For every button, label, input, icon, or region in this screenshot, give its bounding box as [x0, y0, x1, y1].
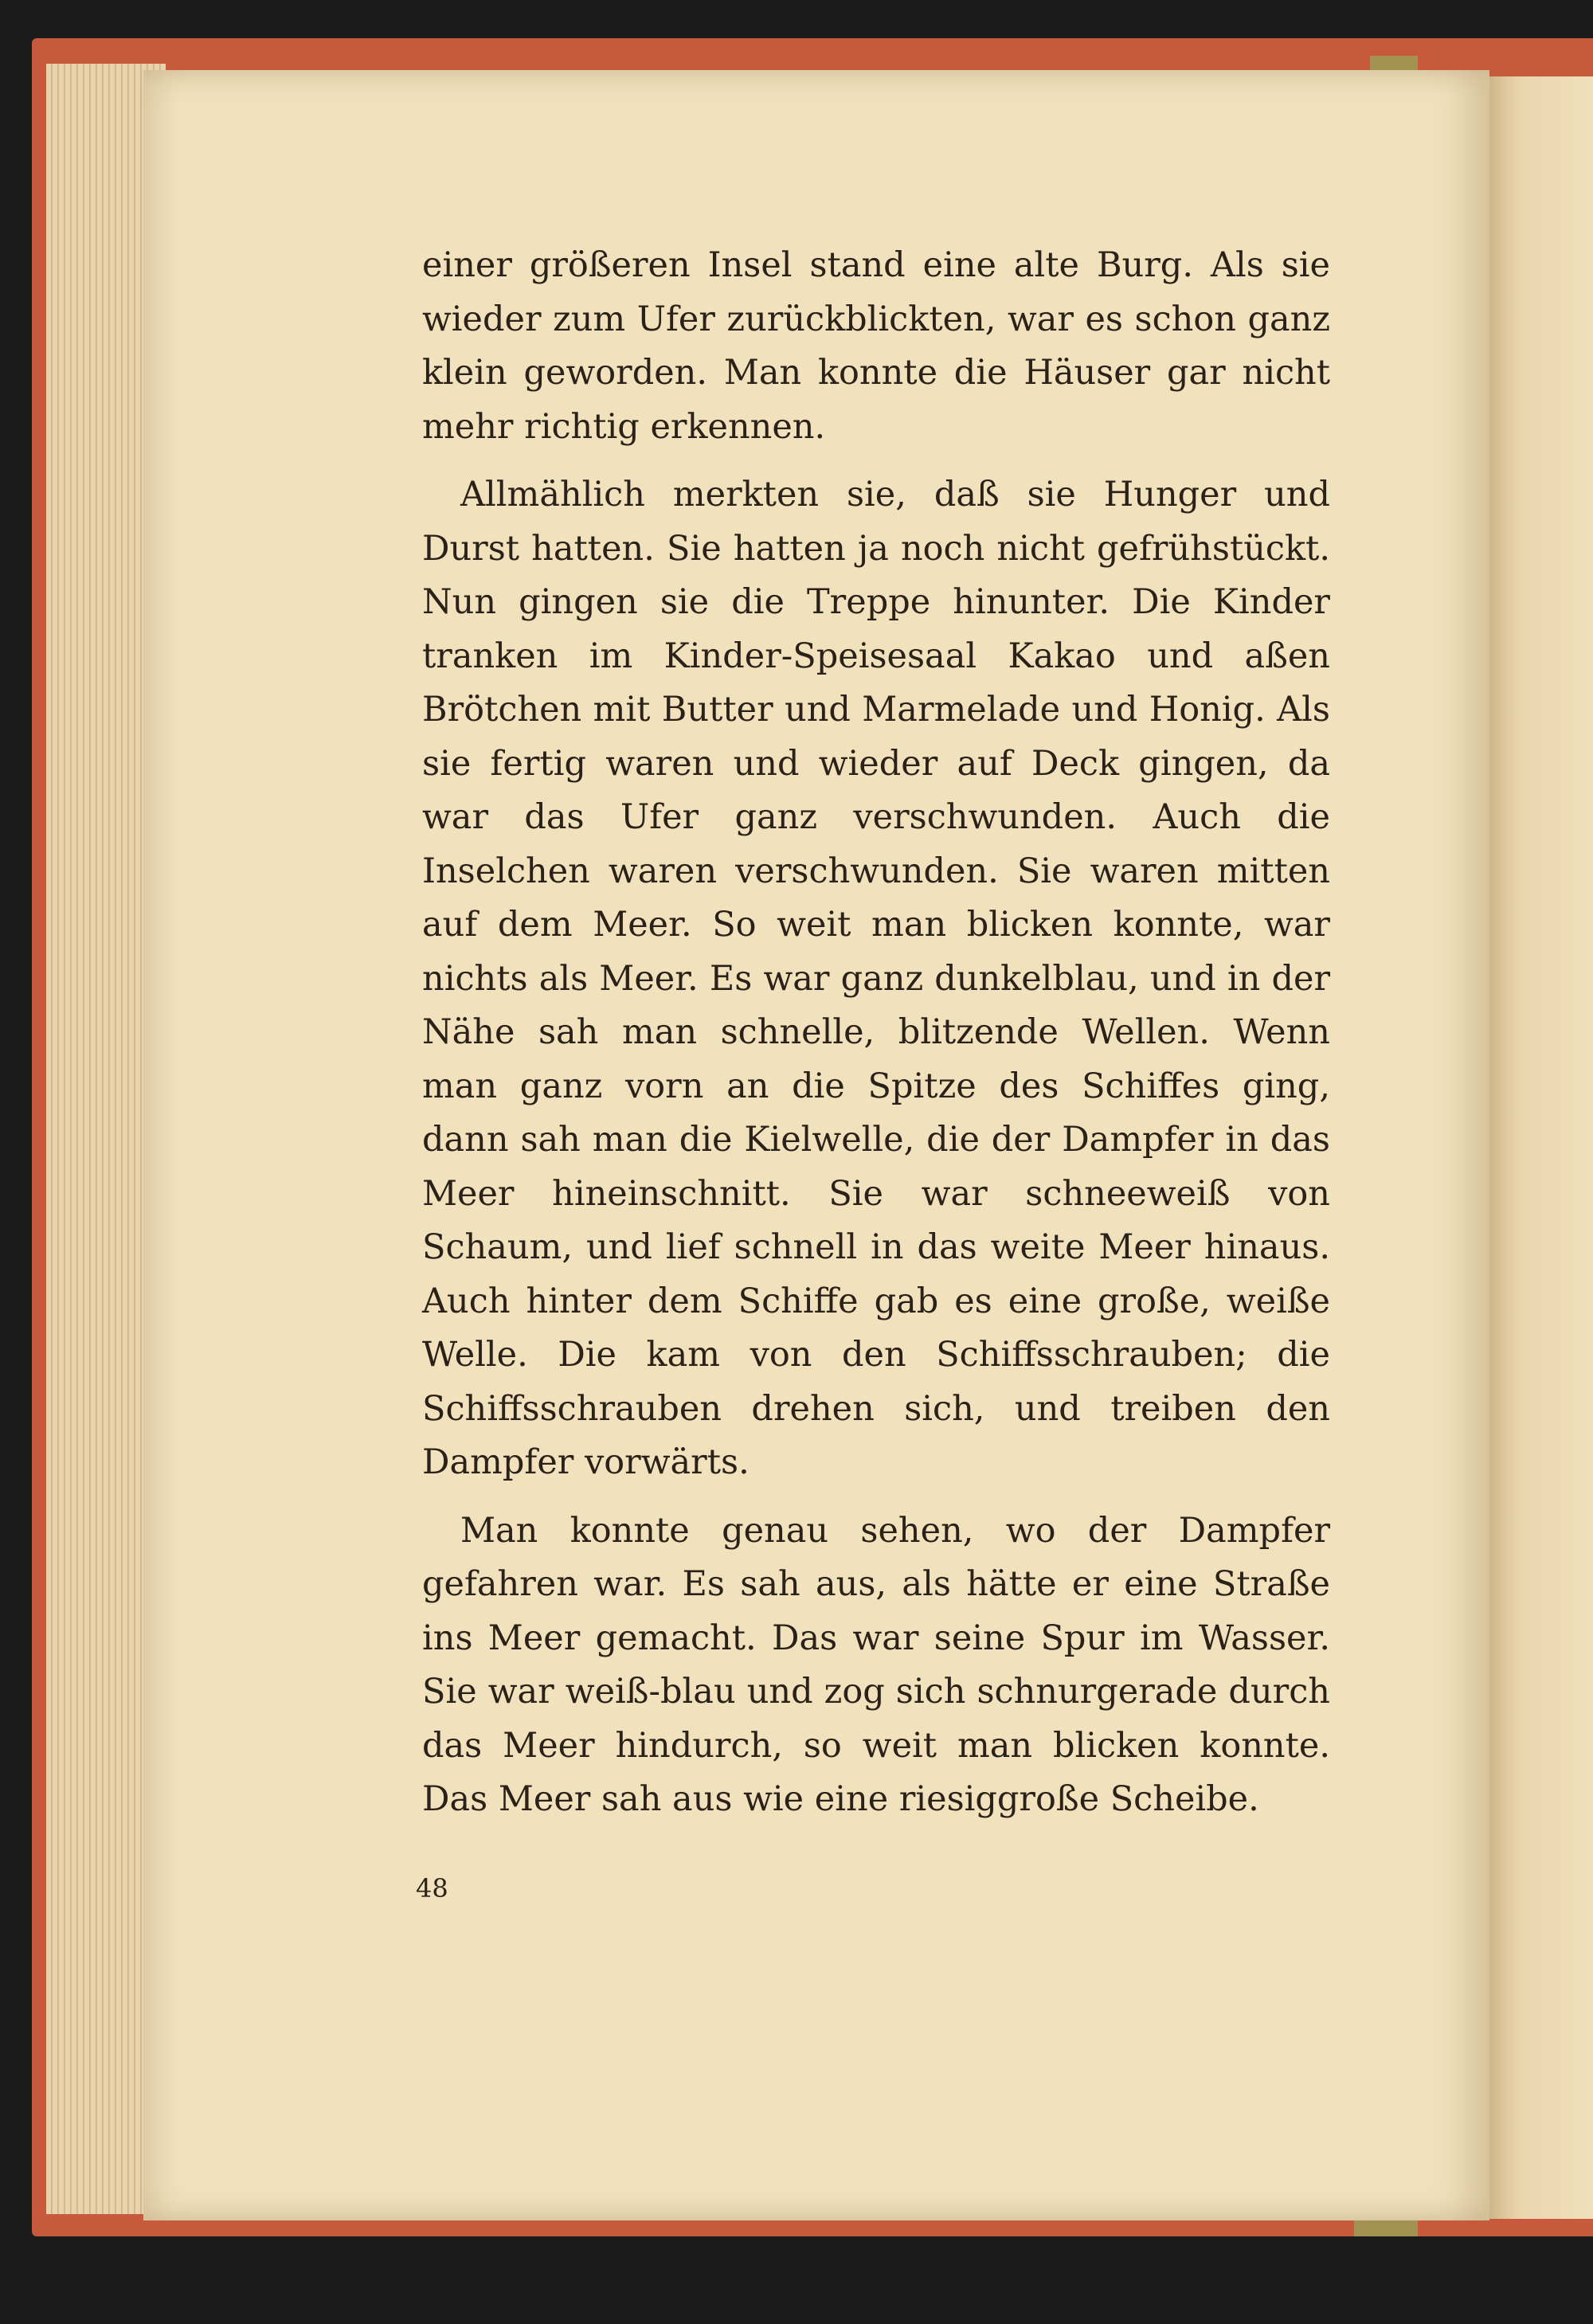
- paragraph-1: einer größeren Insel stand eine alte Burg. Als sie wieder zum Ufer zurückblickten, war es schon ganz klein geworden. Man konnte die Häuser gar nicht mehr richtig erkennen.: [422, 245, 1330, 447]
- paragraph-3: Man konnte genau sehen, wo der Dampfer gefahren war. Es sah aus, als hätte er eine Straße ins Meer gemacht. Das war seine Spur im Wasser. Sie war weiß-blau und zog sich schnurgerade durch das Meer hindurch, so weit man blicken konnte. Das Meer sah aus wie eine riesiggroße Scheibe.: [422, 1510, 1330, 1819]
- facing-page-edge: [1488, 76, 1593, 2219]
- body-text: [422, 239, 1330, 1841]
- page-number: 48: [416, 1873, 448, 1903]
- paragraph-2: Allmählich merkten sie, daß sie Hunger und Durst hatten. Sie hatten ja noch nicht gefrühstückt. Nun gingen sie die Treppe hinunter. Die Kinder tranken im Kinder-Speisesaal Kakao und aßen Brötchen mit Butter und Marmelade und Honig. Als sie fertig waren und wieder auf Deck gingen, da war das Ufer ganz verschwunden. Auch die Inselchen waren verschwunden. Sie waren mitten auf dem Meer. So weit man blicken konnte, war nichts als Meer. Es war ganz dunkelblau, und in der Nähe sah man schnelle, blitzende Wellen. Wenn man ganz vorn an die Spitze des Schiffes ging, dann sah man die Kielwelle, die der Dampfer in das Meer hineinschnitt. Sie war schneeweiß von Schaum, und lief schnell in das weite Meer hinaus. Auch hinter dem Schiffe gab es eine große, weiße Welle. Die kam von den Schiffsschrauben; die Schiffsschrauben drehen sich, und treiben den Dampfer vorwärts.: [422, 475, 1330, 1482]
